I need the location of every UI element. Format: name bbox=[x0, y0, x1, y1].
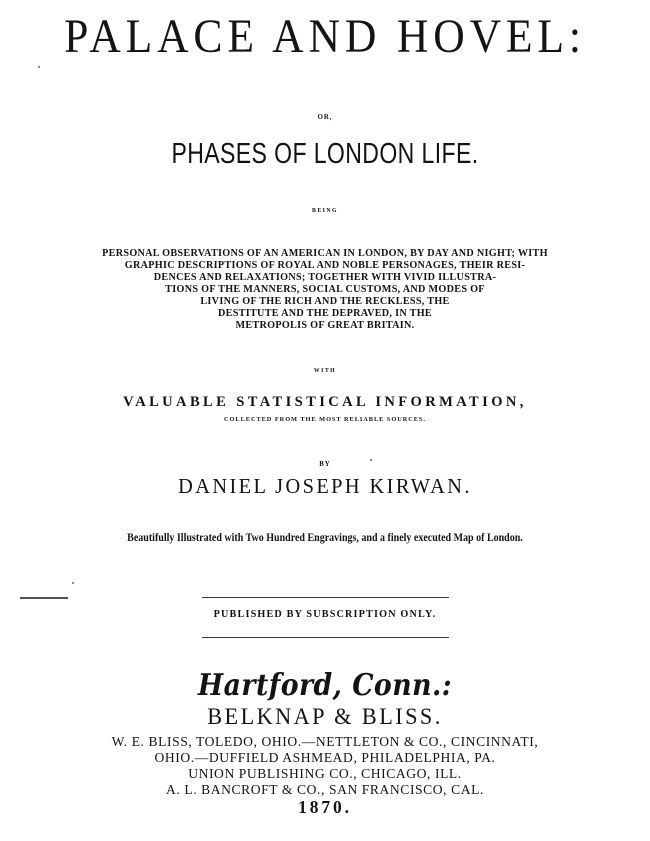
printing-speck bbox=[370, 459, 372, 461]
with-word: WITH bbox=[313, 368, 337, 374]
printing-blemish bbox=[20, 597, 68, 599]
by-word: BY bbox=[319, 460, 331, 468]
description-line: PERSONAL OBSERVATIONS OF AN AMERICAN IN LONDON, BY DAY AND NIGHT; WITH bbox=[102, 248, 548, 259]
description-line: DESTITUTE AND THE DEPRAVED, IN THE bbox=[217, 308, 432, 319]
description-line: TIONS OF THE MANNERS, SOCIAL CUSTOMS, AND MODES OF bbox=[165, 284, 485, 295]
publication-place: Hartford, Conn.: bbox=[197, 668, 453, 703]
valuable-information-heading: VALUABLE STATISTICAL INFORMATION, bbox=[123, 394, 527, 410]
divider-rule-bottom bbox=[202, 637, 449, 638]
imprint-line: W. E. BLISS, TOLEDO, OHIO.—NETTLETON & CO., CINCINNATI, bbox=[111, 735, 539, 750]
publication-year: 1870. bbox=[298, 797, 352, 817]
or-conjunction: OR, bbox=[317, 113, 333, 121]
book-title: PALACE AND HOVEL: bbox=[64, 9, 586, 63]
illustration-note: Beautifully Illustrated with Two Hundred Engravings, and a finely executed Map of London. bbox=[127, 530, 523, 544]
publisher-name: BELKNAP & BLISS. bbox=[207, 704, 443, 729]
book-subtitle: PHASES OF LONDON LIFE. bbox=[171, 138, 479, 170]
collected-sources-line: COLLECTED FROM THE MOST RELIABLE SOURCES. bbox=[224, 416, 426, 423]
author-name: DANIEL JOSEPH KIRWAN. bbox=[178, 474, 472, 498]
description-line: METROPOLIS OF GREAT BRITAIN. bbox=[235, 320, 415, 331]
description-line: LIVING OF THE RICH AND THE RECKLESS, THE bbox=[200, 296, 450, 307]
being-word: BEING bbox=[311, 208, 339, 214]
imprint-line: A. L. BANCROFT & CO., SAN FRANCISCO, CAL. bbox=[166, 783, 484, 798]
description-line: DENCES AND RELAXATIONS; TOGETHER WITH VIVID ILLUSTRA- bbox=[153, 272, 497, 283]
subscription-note: PUBLISHED BY SUBSCRIPTION ONLY. bbox=[213, 609, 437, 620]
imprint-line: OHIO.—DUFFIELD ASHMEAD, PHILADELPHIA, PA. bbox=[154, 751, 496, 766]
printing-speck bbox=[38, 66, 40, 68]
description-line: GRAPHIC DESCRIPTIONS OF ROYAL AND NOBLE PERSONAGES, THEIR RESI- bbox=[124, 260, 526, 271]
divider-rule-top bbox=[202, 597, 449, 598]
imprint-line: UNION PUBLISHING CO., CHICAGO, ILL. bbox=[188, 767, 462, 782]
printing-speck bbox=[72, 582, 74, 584]
